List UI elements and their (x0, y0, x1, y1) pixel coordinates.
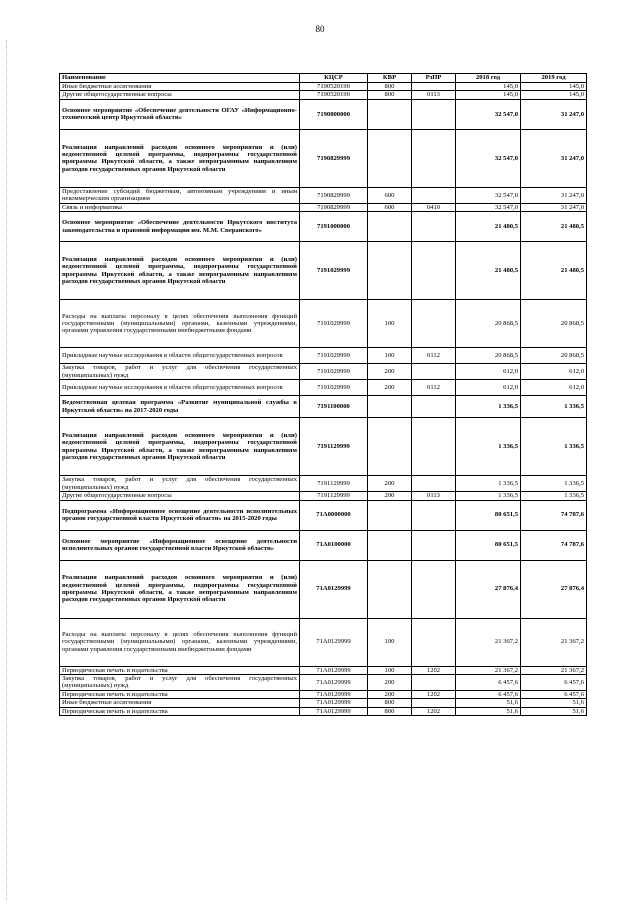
header-name: Наименование (60, 74, 300, 83)
row-rzpr (412, 396, 456, 418)
row-kcsr: 71А0100000 (300, 530, 368, 560)
row-rzpr (412, 99, 456, 129)
table-row (60, 99, 587, 129)
table-row (60, 690, 587, 698)
row-amount-2018: 6 457,6 (456, 674, 521, 690)
row-rzpr (412, 500, 456, 530)
table-row (60, 91, 587, 99)
row-kcsr: 7191029999 (300, 242, 368, 300)
row-kvr: 100 (368, 300, 412, 348)
row-kvr: 600 (368, 203, 412, 211)
row-amount-2018: 145,0 (456, 83, 521, 91)
row-amount-2019: 6 457,6 (521, 674, 587, 690)
row-amount-2018: 21 367,2 (456, 666, 521, 674)
row-name: Периодическая печать и издательства (60, 690, 300, 698)
table-row (60, 380, 587, 396)
row-name: Подпрограмма «Информационное освещение деятельности исполнительных органов государственной власти Иркутской области» на 2015-2020 годы (60, 500, 300, 530)
row-name: Иные бюджетные ассигнования (60, 699, 300, 707)
row-kcsr: 71А0129999 (300, 690, 368, 698)
row-amount-2019: 21 367,2 (521, 618, 587, 666)
row-rzpr (412, 242, 456, 300)
row-amount-2019: 20 868,5 (521, 300, 587, 348)
row-kcsr: 7191129999 (300, 492, 368, 500)
row-kcsr: 7190800000 (300, 99, 368, 129)
row-kvr (368, 129, 412, 187)
table-row (60, 699, 587, 707)
row-name: Реализация направлений расходов основного мероприятия и (или) ведомственной целевой программы, подпрограммы государственной программы Иркутской области, а также непрограммным направлениям расходов государственных органов Иркутской области (60, 129, 300, 187)
row-rzpr (412, 699, 456, 707)
row-rzpr: 0410 (412, 203, 456, 211)
row-kvr: 200 (368, 674, 412, 690)
row-amount-2019: 612,0 (521, 380, 587, 396)
row-name: Периодическая печать и издательства (60, 666, 300, 674)
row-rzpr (412, 83, 456, 91)
row-amount-2018: 80 651,5 (456, 530, 521, 560)
row-name: Реализация направлений расходов основного мероприятия и (или) ведомственной целевой программы, подпрограммы государственной программы Иркутской области, а также непрограммным направлениям расходов государственных органов Иркутской области (60, 418, 300, 476)
row-amount-2019: 21 367,2 (521, 666, 587, 674)
row-amount-2018: 32 547,0 (456, 187, 521, 203)
row-kcsr: 71А0129999 (300, 560, 368, 618)
row-name: Реализация направлений расходов основного мероприятия и (или) ведомственной целевой программы, подпрограммы государственной программы Иркутской области, а также непрограммным направлениям расходов государственных органов Иркутской области (60, 242, 300, 300)
row-rzpr (412, 300, 456, 348)
row-amount-2018: 20 868,5 (456, 300, 521, 348)
row-name: Основное мероприятие «Обеспечение деятельности ОГАУ «Информационно-технический центр Иркутской области» (60, 99, 300, 129)
row-amount-2019: 1 336,5 (521, 492, 587, 500)
table-header-row (60, 74, 587, 83)
row-amount-2019: 1 336,5 (521, 476, 587, 492)
row-amount-2019: 21 480,5 (521, 242, 587, 300)
row-name: Закупка товаров, работ и услуг для обеспечения государственных (муниципальных) нужд (60, 674, 300, 690)
row-name: Другие общегосударственные вопросы (60, 91, 300, 99)
row-amount-2018: 1 336,5 (456, 418, 521, 476)
row-name: Предоставление субсидий бюджетным, автономным учреждениям и иным некоммерческим организациям (60, 187, 300, 203)
row-name: Расходы на выплаты персоналу в целях обеспечения выполнения функций государственными (муниципальными) органами, казенными учреждениями, органами управления государственными внебюджетными фондами (60, 300, 300, 348)
table-row (60, 418, 587, 476)
table-row (60, 203, 587, 211)
row-kcsr: 7190520190 (300, 91, 368, 99)
row-kcsr: 7191129999 (300, 476, 368, 492)
table-row (60, 364, 587, 380)
row-amount-2019: 612,0 (521, 364, 587, 380)
table-row (60, 396, 587, 418)
table-row (60, 560, 587, 618)
row-kvr: 800 (368, 91, 412, 99)
header-kvr: КВР (368, 74, 412, 83)
row-amount-2018: 612,0 (456, 380, 521, 396)
table-row (60, 530, 587, 560)
row-amount-2019: 145,0 (521, 91, 587, 99)
row-rzpr: 1202 (412, 666, 456, 674)
row-kvr: 200 (368, 492, 412, 500)
row-rzpr (412, 560, 456, 618)
row-kcsr: 7191029999 (300, 380, 368, 396)
table-row (60, 187, 587, 203)
row-kcsr: 7190829999 (300, 129, 368, 187)
header-kcsr: КЦСР (300, 74, 368, 83)
table-row (60, 500, 587, 530)
row-amount-2018: 1 336,5 (456, 476, 521, 492)
row-amount-2019: 31 247,0 (521, 129, 587, 187)
row-name: Реализация направлений расходов основного мероприятия и (или) ведомственной целевой программы, подпрограммы государственной программы Иркутской области, а также непрограммным направлениям расходов государственных органов Иркутской области (60, 560, 300, 618)
row-rzpr (412, 187, 456, 203)
row-kvr: 800 (368, 707, 412, 715)
table-row (60, 129, 587, 187)
row-name: Расходы на выплаты персоналу в целях обеспечения выполнения функций государственными (муниципальными) органами, казенными учреждениями, органами управления государственными внебюджетными фондами (60, 618, 300, 666)
row-name: Закупка товаров, работ и услуг для обеспечения государственных (муниципальных) нужд (60, 476, 300, 492)
row-rzpr (412, 212, 456, 242)
row-amount-2018: 6 457,6 (456, 690, 521, 698)
table-row (60, 300, 587, 348)
row-rzpr: 0113 (412, 492, 456, 500)
row-kvr (368, 418, 412, 476)
row-kcsr: 7191129999 (300, 418, 368, 476)
row-rzpr: 1202 (412, 690, 456, 698)
table-row (60, 666, 587, 674)
table-row (60, 618, 587, 666)
header-rzpr: РзПР (412, 74, 456, 83)
row-amount-2019: 51,6 (521, 707, 587, 715)
row-name: Прикладные научные исследования в области общегосударственных вопросов (60, 348, 300, 364)
row-amount-2018: 20 868,5 (456, 348, 521, 364)
table-body (60, 83, 587, 716)
table-row (60, 492, 587, 500)
row-amount-2018: 21 480,5 (456, 242, 521, 300)
row-kvr: 600 (368, 187, 412, 203)
row-rzpr (412, 618, 456, 666)
row-kvr: 800 (368, 699, 412, 707)
header-2019: 2019 год (521, 74, 587, 83)
row-amount-2018: 21 480,5 (456, 212, 521, 242)
row-amount-2018: 80 651,5 (456, 500, 521, 530)
row-name: Связь и информатика (60, 203, 300, 211)
row-kvr (368, 530, 412, 560)
row-name: Другие общегосударственные вопросы (60, 492, 300, 500)
row-kcsr: 7191100000 (300, 396, 368, 418)
row-kvr (368, 396, 412, 418)
row-rzpr (412, 364, 456, 380)
row-kvr: 100 (368, 618, 412, 666)
row-rzpr: 0113 (412, 91, 456, 99)
row-name: Основное мероприятие «Обеспечение деятельности Иркутского института законодательства и правовой информации им. М.М. Сперанского» (60, 212, 300, 242)
row-rzpr: 0112 (412, 380, 456, 396)
row-amount-2018: 145,0 (456, 91, 521, 99)
row-kvr: 200 (368, 476, 412, 492)
table-row (60, 707, 587, 715)
row-kvr (368, 99, 412, 129)
row-amount-2018: 21 367,2 (456, 618, 521, 666)
row-kvr: 200 (368, 690, 412, 698)
row-kvr: 200 (368, 380, 412, 396)
row-kcsr: 71А0129999 (300, 666, 368, 674)
row-kcsr: 71А0129999 (300, 699, 368, 707)
row-amount-2019: 1 336,5 (521, 418, 587, 476)
table-row (60, 674, 587, 690)
row-amount-2019: 31 247,0 (521, 99, 587, 129)
row-rzpr (412, 129, 456, 187)
row-name: Закупка товаров, работ и услуг для обеспечения государственных (муниципальных) нужд (60, 364, 300, 380)
row-rzpr (412, 476, 456, 492)
row-name: Основное мероприятие «Информационное освещение деятельности исполнительных органов государственной власти Иркутской области» (60, 530, 300, 560)
row-amount-2018: 1 336,5 (456, 396, 521, 418)
row-rzpr (412, 530, 456, 560)
row-kvr (368, 242, 412, 300)
row-kcsr: 71А0129999 (300, 618, 368, 666)
row-rzpr: 0112 (412, 348, 456, 364)
row-amount-2018: 612,0 (456, 364, 521, 380)
row-amount-2019: 21 480,5 (521, 212, 587, 242)
row-kcsr: 7191029999 (300, 364, 368, 380)
row-kcsr: 7190520190 (300, 83, 368, 91)
row-amount-2018: 32 547,0 (456, 203, 521, 211)
table-row (60, 212, 587, 242)
row-amount-2019: 74 787,6 (521, 530, 587, 560)
row-kvr: 200 (368, 364, 412, 380)
row-rzpr (412, 418, 456, 476)
row-amount-2019: 51,6 (521, 699, 587, 707)
row-kcsr: 7190829999 (300, 203, 368, 211)
row-amount-2019: 31 247,0 (521, 203, 587, 211)
row-amount-2019: 1 336,5 (521, 396, 587, 418)
row-kvr (368, 212, 412, 242)
row-name: Ведомственная целевая программа «Развитие муниципальной службы в Иркутской области» на 2017-2020 годы (60, 396, 300, 418)
row-kcsr: 7190829999 (300, 187, 368, 203)
row-amount-2018: 1 336,5 (456, 492, 521, 500)
row-kcsr: 71А0000000 (300, 500, 368, 530)
row-name: Иные бюджетные ассигнования (60, 83, 300, 91)
page-number: 80 (315, 24, 325, 34)
budget-table (59, 73, 587, 716)
table-row (60, 242, 587, 300)
row-amount-2019: 20 868,5 (521, 348, 587, 364)
row-name: Прикладные научные исследования в области общегосударственных вопросов (60, 380, 300, 396)
row-rzpr (412, 674, 456, 690)
row-amount-2018: 32 547,0 (456, 129, 521, 187)
row-amount-2019: 6 457,6 (521, 690, 587, 698)
header-2018: 2018 год (456, 74, 521, 83)
row-kcsr: 7191029999 (300, 300, 368, 348)
row-kcsr: 71А0129999 (300, 707, 368, 715)
row-kcsr: 71А0129999 (300, 674, 368, 690)
row-kvr: 800 (368, 83, 412, 91)
row-amount-2019: 27 876,4 (521, 560, 587, 618)
row-amount-2018: 51,6 (456, 707, 521, 715)
row-kvr (368, 560, 412, 618)
table-row (60, 476, 587, 492)
row-name: Периодическая печать и издательства (60, 707, 300, 715)
table-row (60, 83, 587, 91)
row-rzpr: 1202 (412, 707, 456, 715)
row-amount-2019: 74 787,6 (521, 500, 587, 530)
scan-margin (6, 40, 9, 900)
row-kcsr: 7191000000 (300, 212, 368, 242)
row-amount-2018: 51,6 (456, 699, 521, 707)
row-amount-2019: 31 247,0 (521, 187, 587, 203)
row-amount-2019: 145,0 (521, 83, 587, 91)
table-row (60, 348, 587, 364)
row-amount-2018: 32 547,0 (456, 99, 521, 129)
row-kvr: 100 (368, 666, 412, 674)
row-amount-2018: 27 876,4 (456, 560, 521, 618)
row-kvr (368, 500, 412, 530)
row-kcsr: 7191029999 (300, 348, 368, 364)
row-kvr: 100 (368, 348, 412, 364)
